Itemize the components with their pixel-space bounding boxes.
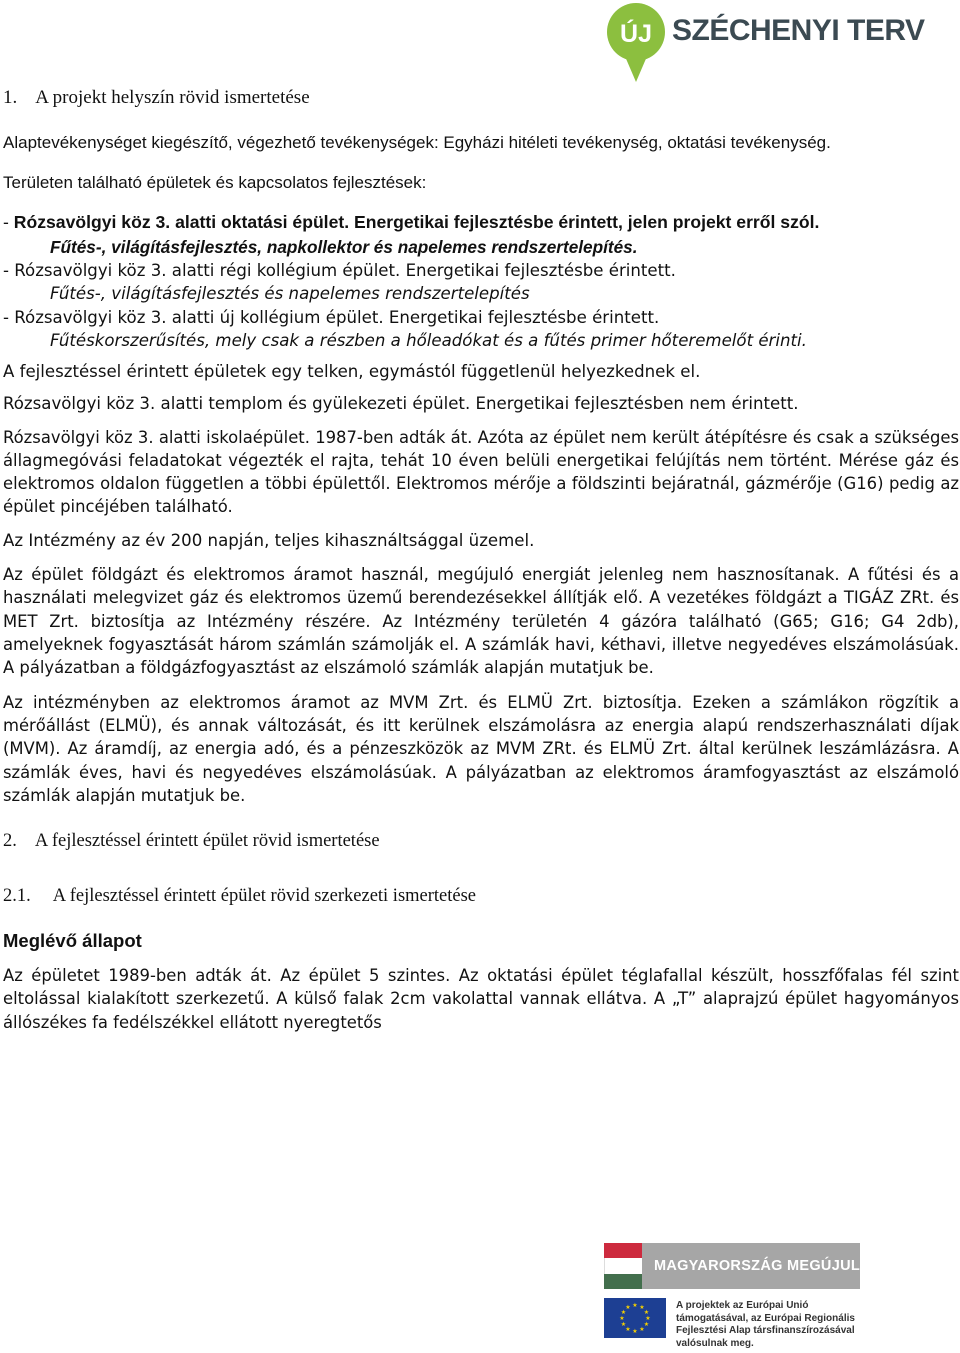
gas-paragraph: Az épület földgázt és elektromos áramot használ, megújuló energiát jelenleg nem hasznosítanak. A fűtési és a használati melegvizet gáz és elektromos üzemű berendezésekkel állítják elő. A vezetékes földgázt a TIGÁZ ZRt. és MET Zrt. biztosítja az Intézmény részére. Az Intézmény területén 4 gázóra található (G65; G16; G4 2db), amelyeknek fogyasztását három számlán számolják el. A számlák havi, kéthavi, illetve negyedéves elszámolásúak. A pályázatban a földgázfogyasztást az elszámoló számlák alapján mutatjuk be. [3, 565, 959, 678]
svg-text:★: ★ [620, 1309, 627, 1316]
svg-text:★: ★ [639, 1326, 645, 1333]
list-item-sub: Fűtés-, világításfejlesztés és napelemes rendszertelepítés [50, 284, 530, 303]
list-item-oktatasi [3, 211, 959, 235]
subheading-existing-state: Meglévő állapot [3, 930, 142, 952]
section-title: A projekt helyszín rövid ismertetése [35, 87, 310, 108]
eu-funding-text: A projektek az Európai Unió támogatásával, az Európai Regionális Fejlesztési Alap társfinanszírozásával valósulnak meg. [676, 1300, 855, 1349]
svg-text:ÚJ: ÚJ [620, 20, 652, 48]
list-item-uj-kollegium: - Rózsavölgyi köz 3. alatti új kollégium épület. Energetikai fejlesztésbe érintett. [3, 307, 660, 327]
operation-paragraph: Az Intézmény az év 200 napján, teljes kihasználtsággal üzemel. [3, 530, 535, 550]
svg-text:★: ★ [625, 1304, 631, 1311]
list-dash: - [3, 212, 14, 232]
svg-text:★: ★ [632, 1328, 638, 1335]
section-2-1-heading [3, 884, 959, 908]
buildings-intro: Területen található épületek és kapcsolatos fejlesztések: [3, 173, 427, 192]
szechenyi-terv-logo [606, 2, 925, 84]
list-item-sub: Fűtés-, világításfejlesztés, napkollektor és napelemes rendszertelepítés. [50, 236, 638, 257]
svg-text:★: ★ [632, 1302, 638, 1309]
existing-state-paragraph: Az épületet 1989-ben adták át. Az épület 5 szintes. Az oktatási épület téglafallal készült, hosszfőfalas fél szint eltolással kialakított szerkezetű. A külső falak 2cm vakolattal vannak ellátva. A „T” alaprajzú épület hagyományos állószékes fa fedélszékkel ellátott nyeregtetős [3, 966, 959, 1032]
section-number: 1. [3, 87, 18, 108]
electric-paragraph: Az intézményben az elektromos áramot az MVM Zrt. és ELMÜ Zrt. biztosítja. Ezeken a számlákon rögzítik a mérőállást (ELMÜ), és annak változását, és itt kerülnek elszámolásra az energia alapú rendszerhasználati díjak (MVM). Az áramdíj, az energia adó, és a pénzeszközök az MVM ZRt. és ELMÜ Zrt. által kerülnek leszámlázásra. A számlák éves, havi és negyedéves elszámolásúak. A pályázatban az elektromos áramfogyasztást az elszámoló számlák alapján mutatjuk be. [3, 692, 959, 805]
hungarian-flag-icon [604, 1243, 642, 1289]
section-1-heading [3, 86, 959, 110]
section-number: 2. [3, 831, 17, 852]
magyarorszag-megujul-banner [604, 1243, 860, 1289]
svg-text:★: ★ [639, 1304, 645, 1311]
document-body [3, 84, 959, 1034]
activities-paragraph: Alaptevékenységet kiegészítő, végezhető tevékenységek: Egyházi hitéleti tevékenység, oktatási tevékenység. [3, 133, 831, 152]
szechenyi-pin-icon [606, 2, 668, 84]
school-paragraph: Rózsavölgyi köz 3. alatti iskolaépület. 1987-ben adták át. Azóta az épület nem került átépítésre és csak a szükséges állagmegóvási feladatokat végezték el rajta, tehát 10 éven belüli energetikai felújítás nem történt. Mérése gáz és elektromos oldalon független a többi épülettől. Elektromos mérője a földszinti bejáratnál, gázmérője (G16) pedig az épület pincéjében található. [3, 427, 959, 517]
list-item-regi-kollegium: - Rózsavölgyi köz 3. alatti régi kollégium épület. Energetikai fejlesztésbe érintett. [3, 260, 676, 280]
list-item-text: Rózsavölgyi köz 3. alatti oktatási épület. Energetikai fejlesztésbe érintett, jelen projekt erről szól. [13, 212, 820, 232]
section-title: A fejlesztéssel érintett épület rövid ismertetése [34, 831, 380, 852]
svg-text:★: ★ [619, 1315, 625, 1322]
section-2-heading [3, 829, 959, 853]
church-paragraph: Rózsavölgyi köz 3. alatti templom és gyülekezeti épület. Energetikai fejlesztésben nem érintett. [3, 394, 799, 413]
eu-flag-icon [604, 1298, 666, 1338]
svg-text:★: ★ [643, 1321, 650, 1328]
same-plot-paragraph: A fejlesztéssel érintett épületek egy telken, egymástól függetlenül helyezkednek el. [3, 361, 701, 381]
svg-text:★: ★ [625, 1326, 631, 1333]
banner-text: MAGYARORSZÁG MEGÚJUL [642, 1243, 860, 1289]
svg-text:★: ★ [620, 1321, 627, 1328]
building-list [3, 211, 959, 259]
svg-text:★: ★ [645, 1315, 651, 1322]
section-title: A fejlesztéssel érintett épület rövid szerkezeti ismertetése [52, 886, 477, 907]
svg-text:★: ★ [643, 1309, 650, 1316]
building-list-continued [3, 259, 959, 353]
logo-wordmark: SZÉCHENYI TERV [672, 14, 925, 47]
footer-logos [604, 1243, 904, 1349]
list-item-sub: Fűtéskorszerűsítés, mely csak a részben a hőleadókat és a fűtés primer hőteremelőt érinti. [50, 331, 807, 350]
section-number: 2.1. [3, 886, 31, 907]
